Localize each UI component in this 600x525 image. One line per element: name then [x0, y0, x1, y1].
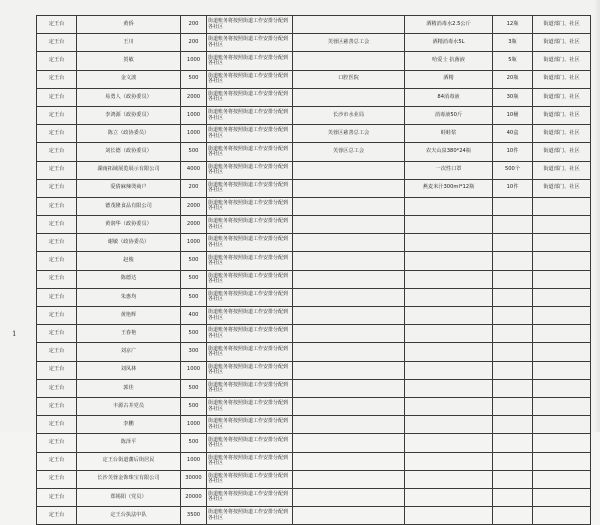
cell-place: 定王台 — [37, 216, 77, 234]
cell-dest — [533, 307, 591, 325]
table-row — [37, 143, 591, 161]
table-row — [37, 16, 591, 34]
cell-place: 定王台 — [37, 361, 77, 379]
cell-donor: 刘长德（政协委员） — [77, 143, 181, 161]
cell-qty — [493, 325, 533, 343]
cell-place: 定王台 — [37, 270, 77, 288]
cell-donor: 德茂隆食品有限公司 — [77, 197, 181, 215]
cell-amount: 500 — [181, 143, 207, 161]
cell-item — [405, 343, 493, 361]
table-row — [37, 179, 591, 197]
cell-donor: 长沙芙蓉金饰珠宝有限公司 — [77, 470, 181, 488]
cell-use: 街道账务将按照街道工作安排分配到各社区 — [207, 288, 293, 306]
cell-donor: 定王台执法中队 — [77, 507, 181, 525]
cell-donor: 黄艳辉 — [77, 307, 181, 325]
table-row — [37, 125, 591, 143]
table-row — [37, 70, 591, 88]
cell-org: 芙蓉区慈善总工会 — [293, 34, 405, 52]
cell-item — [405, 361, 493, 379]
table-row — [37, 307, 591, 325]
cell-item — [405, 470, 493, 488]
cell-use: 街道账务将按照街道工作安排分配到各社区 — [207, 361, 293, 379]
cell-item — [405, 252, 493, 270]
cell-place: 定王台 — [37, 488, 77, 506]
cell-use: 街道账务将按照街道工作安排分配到各社区 — [207, 106, 293, 124]
cell-qty — [493, 288, 533, 306]
cell-org: 芙蓉区慈善总工会 — [293, 125, 405, 143]
cell-item — [405, 507, 493, 525]
cell-place: 定王台 — [37, 106, 77, 124]
cell-qty — [493, 507, 533, 525]
cell-use: 街道账务将按照街道工作安排分配到各社区 — [207, 507, 293, 525]
cell-place: 定王台 — [37, 507, 77, 525]
table-row — [37, 252, 591, 270]
table-row — [37, 234, 591, 252]
cell-donor: 陈德达 — [77, 270, 181, 288]
table-row — [37, 507, 591, 525]
cell-donor: 朱惠均 — [77, 288, 181, 306]
cell-qty: 20瓶 — [493, 70, 533, 88]
table-row — [37, 216, 591, 234]
cell-place: 定王台 — [37, 88, 77, 106]
cell-amount: 500 — [181, 325, 207, 343]
table-row — [37, 161, 591, 179]
table-row — [37, 106, 591, 124]
cell-amount: 1000 — [181, 234, 207, 252]
page-edge-shadow — [594, 0, 600, 432]
cell-item — [405, 288, 493, 306]
cell-place: 定王台 — [37, 70, 77, 88]
cell-amount: 200 — [181, 16, 207, 34]
donation-ledger-table — [36, 15, 591, 525]
cell-use: 街道账务将按照街道工作安排分配到各社区 — [207, 216, 293, 234]
cell-amount: 500 — [181, 288, 207, 306]
cell-place: 定王台 — [37, 234, 77, 252]
cell-org — [293, 470, 405, 488]
table-row — [37, 470, 591, 488]
cell-donor: 王川 — [77, 34, 181, 52]
cell-item: 酒精 — [405, 70, 493, 88]
cell-item — [405, 325, 493, 343]
cell-use: 街道账务将按照街道工作安排分配到各社区 — [207, 252, 293, 270]
cell-use: 街道账务将按照街道工作安排分配到各社区 — [207, 161, 293, 179]
cell-amount: 2000 — [181, 216, 207, 234]
cell-qty: 10件 — [493, 143, 533, 161]
cell-org — [293, 343, 405, 361]
cell-place: 定王台 — [37, 179, 77, 197]
cell-qty — [493, 343, 533, 361]
table-row — [37, 52, 591, 70]
cell-org — [293, 88, 405, 106]
cell-place: 定王台 — [37, 197, 77, 215]
cell-dest: 街道部门、社区 — [533, 16, 591, 34]
cell-org: 长沙市水业局 — [293, 106, 405, 124]
cell-dest: 街道部门、社区 — [533, 52, 591, 70]
cell-org — [293, 216, 405, 234]
cell-amount: 3500 — [181, 507, 207, 525]
cell-place: 定王台 — [37, 34, 77, 52]
cell-donor: 王春艳 — [77, 325, 181, 343]
table-row — [37, 288, 591, 306]
cell-item — [405, 216, 493, 234]
cell-place: 定王台 — [37, 397, 77, 415]
cell-use: 街道账务将按照街道工作安排分配到各社区 — [207, 16, 293, 34]
cell-dest — [533, 325, 591, 343]
cell-dest — [533, 216, 591, 234]
cell-donor: 刘京广 — [77, 343, 181, 361]
cell-qty — [493, 252, 533, 270]
cell-qty: 3瓶 — [493, 34, 533, 52]
cell-amount: 2000 — [181, 88, 207, 106]
cell-dest: 街道部门、社区 — [533, 125, 591, 143]
cell-amount: 400 — [181, 307, 207, 325]
cell-qty — [493, 452, 533, 470]
cell-org — [293, 179, 405, 197]
cell-place: 定王台 — [37, 143, 77, 161]
cell-item: 一次性口罩 — [405, 161, 493, 179]
cell-qty — [493, 270, 533, 288]
cell-use: 街道账务将按照街道工作安排分配到各社区 — [207, 379, 293, 397]
cell-dest — [533, 270, 591, 288]
cell-donor: 陈立（政协委员） — [77, 125, 181, 143]
cell-use: 街道账务将按照街道工作安排分配到各社区 — [207, 52, 293, 70]
cell-donor: 湖南拓域展览展示有限公司 — [77, 161, 181, 179]
cell-item — [405, 452, 493, 470]
cell-donor: 贺敏 — [77, 52, 181, 70]
table-row — [37, 361, 591, 379]
cell-use: 街道账务将按照街道工作安排分配到各社区 — [207, 197, 293, 215]
cell-amount: 500 — [181, 70, 207, 88]
cell-item — [405, 234, 493, 252]
table-row — [37, 34, 591, 52]
cell-dest — [533, 470, 591, 488]
cell-item: 哈爱士 抗菌液 — [405, 52, 493, 70]
cell-use: 街道账务将按照街道工作安排分配到各社区 — [207, 88, 293, 106]
cell-item — [405, 307, 493, 325]
cell-dest: 街道部门、社区 — [533, 143, 591, 161]
cell-item — [405, 434, 493, 452]
cell-item: 酒精消毒水5L — [405, 34, 493, 52]
cell-qty — [493, 307, 533, 325]
cell-amount: 500 — [181, 270, 207, 288]
cell-place: 定王台 — [37, 325, 77, 343]
cell-donor: 刘凤林 — [77, 361, 181, 379]
cell-org — [293, 52, 405, 70]
cell-org — [293, 379, 405, 397]
table-row — [37, 88, 591, 106]
cell-item — [405, 488, 493, 506]
cell-amount: 2000 — [181, 197, 207, 215]
cell-dest — [533, 361, 591, 379]
cell-dest — [533, 288, 591, 306]
cell-qty — [493, 234, 533, 252]
cell-qty — [493, 379, 533, 397]
cell-qty: 10件 — [493, 179, 533, 197]
cell-use: 街道账务将按照街道工作安排分配到各社区 — [207, 325, 293, 343]
cell-donor: 易勇人（政协委员） — [77, 88, 181, 106]
cell-item: 蛙蛙浆 — [405, 125, 493, 143]
cell-dest — [533, 434, 591, 452]
cell-org — [293, 507, 405, 525]
cell-use: 街道账务将按照街道工作安排分配到各社区 — [207, 234, 293, 252]
cell-org — [293, 16, 405, 34]
cell-org — [293, 307, 405, 325]
cell-amount: 200 — [181, 179, 207, 197]
cell-amount: 30000 — [181, 470, 207, 488]
cell-item — [405, 397, 493, 415]
cell-amount: 1000 — [181, 361, 207, 379]
cell-org — [293, 288, 405, 306]
cell-amount: 20000 — [181, 488, 207, 506]
cell-use: 街道账务将按照街道工作安排分配到各社区 — [207, 179, 293, 197]
ledger-body — [37, 16, 591, 525]
cell-qty — [493, 470, 533, 488]
cell-qty: 12瓶 — [493, 16, 533, 34]
cell-org — [293, 416, 405, 434]
cell-dest — [533, 397, 591, 415]
cell-amount: 1000 — [181, 452, 207, 470]
cell-dest — [533, 343, 591, 361]
cell-amount: 1000 — [181, 52, 207, 70]
table-row — [37, 397, 591, 415]
cell-amount: 500 — [181, 434, 207, 452]
cell-item: 酒精消毒水2.5公斤 — [405, 16, 493, 34]
cell-place: 定王台 — [37, 125, 77, 143]
cell-qty — [493, 197, 533, 215]
cell-donor: 丰源古井党员 — [77, 397, 181, 415]
cell-dest — [533, 197, 591, 215]
cell-item: 燕麦米汁300ml*12瓶 — [405, 179, 493, 197]
cell-item — [405, 416, 493, 434]
table-row — [37, 452, 591, 470]
cell-place: 定王台 — [37, 288, 77, 306]
cell-org — [293, 452, 405, 470]
cell-amount: 500 — [181, 379, 207, 397]
cell-org: 口腔医院 — [293, 70, 405, 88]
cell-dest — [533, 416, 591, 434]
cell-dest: 街道部门、社区 — [533, 34, 591, 52]
cell-qty: 500个 — [493, 161, 533, 179]
cell-donor: 爱倩麻辣烫商户 — [77, 179, 181, 197]
cell-place: 定王台 — [37, 470, 77, 488]
cell-qty — [493, 361, 533, 379]
cell-amount: 200 — [181, 34, 207, 52]
cell-item: 消毒液50斤 — [405, 106, 493, 124]
cell-item — [405, 379, 493, 397]
cell-use: 街道账务将按照街道工作安排分配到各社区 — [207, 307, 293, 325]
cell-qty: 40盒 — [493, 125, 533, 143]
cell-qty — [493, 488, 533, 506]
table-row — [37, 379, 591, 397]
cell-donor: 黄侨 — [77, 16, 181, 34]
cell-item: 农夫山泉380*24瓶 — [405, 143, 493, 161]
cell-dest: 街道部门、社区 — [533, 106, 591, 124]
table-row — [37, 434, 591, 452]
cell-use: 街道账务将按照街道工作安排分配到各社区 — [207, 488, 293, 506]
table-row — [37, 343, 591, 361]
cell-use: 街道账务将按照街道工作安排分配到各社区 — [207, 397, 293, 415]
cell-dest: 街道部门、社区 — [533, 161, 591, 179]
cell-dest — [533, 452, 591, 470]
cell-use: 街道账务将按照街道工作安排分配到各社区 — [207, 343, 293, 361]
cell-qty: 10桶 — [493, 106, 533, 124]
cell-use: 街道账务将按照街道工作安排分配到各社区 — [207, 470, 293, 488]
cell-org — [293, 234, 405, 252]
cell-use: 街道账务将按照街道工作安排分配到各社区 — [207, 34, 293, 52]
cell-donor: 郭佳 — [77, 379, 181, 397]
cell-donor: 郑锡阳（党员） — [77, 488, 181, 506]
cell-org — [293, 488, 405, 506]
cell-place: 定王台 — [37, 343, 77, 361]
cell-qty — [493, 397, 533, 415]
cell-dest — [533, 507, 591, 525]
cell-amount: 1000 — [181, 416, 207, 434]
cell-qty — [493, 416, 533, 434]
cell-org — [293, 361, 405, 379]
cell-place: 定王台 — [37, 161, 77, 179]
cell-dest — [533, 234, 591, 252]
cell-place: 定王台 — [37, 252, 77, 270]
cell-qty: 30瓶 — [493, 88, 533, 106]
cell-use: 街道账务将按照街道工作安排分配到各社区 — [207, 452, 293, 470]
cell-org: 芙蓉区总工会 — [293, 143, 405, 161]
cell-place: 定王台 — [37, 16, 77, 34]
page-marker: 1 — [12, 330, 17, 338]
cell-amount: 500 — [181, 397, 207, 415]
table-row — [37, 270, 591, 288]
cell-place: 定王台 — [37, 452, 77, 470]
cell-donor: 金文波 — [77, 70, 181, 88]
cell-donor: 定王台街道藩后街居民 — [77, 452, 181, 470]
cell-donor: 谢敏（政协委员） — [77, 234, 181, 252]
cell-dest: 街道部门、社区 — [533, 70, 591, 88]
table-row — [37, 488, 591, 506]
cell-org — [293, 161, 405, 179]
cell-donor: 陈泽平 — [77, 434, 181, 452]
cell-qty — [493, 434, 533, 452]
cell-qty — [493, 216, 533, 234]
cell-use: 街道账务将按照街道工作安排分配到各社区 — [207, 434, 293, 452]
cell-org — [293, 252, 405, 270]
cell-donor: 黄润华（政协委员） — [77, 216, 181, 234]
cell-use: 街道账务将按照街道工作安排分配到各社区 — [207, 70, 293, 88]
cell-use: 街道账务将按照街道工作安排分配到各社区 — [207, 416, 293, 434]
cell-dest: 街道部门、社区 — [533, 179, 591, 197]
cell-place: 定王台 — [37, 379, 77, 397]
cell-donor: 李鸿源（政协委员） — [77, 106, 181, 124]
cell-org — [293, 434, 405, 452]
cell-amount: 300 — [181, 343, 207, 361]
cell-qty: 5瓶 — [493, 52, 533, 70]
cell-donor: 赵俊 — [77, 252, 181, 270]
cell-item: 84消毒液 — [405, 88, 493, 106]
cell-place: 定王台 — [37, 307, 77, 325]
cell-org — [293, 197, 405, 215]
cell-item — [405, 270, 493, 288]
cell-donor: 李鹏 — [77, 416, 181, 434]
cell-org — [293, 325, 405, 343]
cell-item — [405, 197, 493, 215]
cell-amount: 500 — [181, 252, 207, 270]
cell-place: 定王台 — [37, 52, 77, 70]
cell-dest: 街道部门、社区 — [533, 88, 591, 106]
table-row — [37, 197, 591, 215]
cell-org — [293, 270, 405, 288]
cell-dest — [533, 379, 591, 397]
cell-place: 定王台 — [37, 416, 77, 434]
cell-use: 街道账务将按照街道工作安排分配到各社区 — [207, 125, 293, 143]
cell-amount: 4000 — [181, 161, 207, 179]
cell-dest — [533, 488, 591, 506]
table-row — [37, 325, 591, 343]
cell-use: 街道账务将按照街道工作安排分配到各社区 — [207, 143, 293, 161]
cell-amount: 1000 — [181, 125, 207, 143]
cell-place: 定王台 — [37, 434, 77, 452]
table-row — [37, 416, 591, 434]
cell-amount: 1000 — [181, 106, 207, 124]
cell-use: 街道账务将按照街道工作安排分配到各社区 — [207, 270, 293, 288]
cell-org — [293, 397, 405, 415]
cell-dest — [533, 252, 591, 270]
